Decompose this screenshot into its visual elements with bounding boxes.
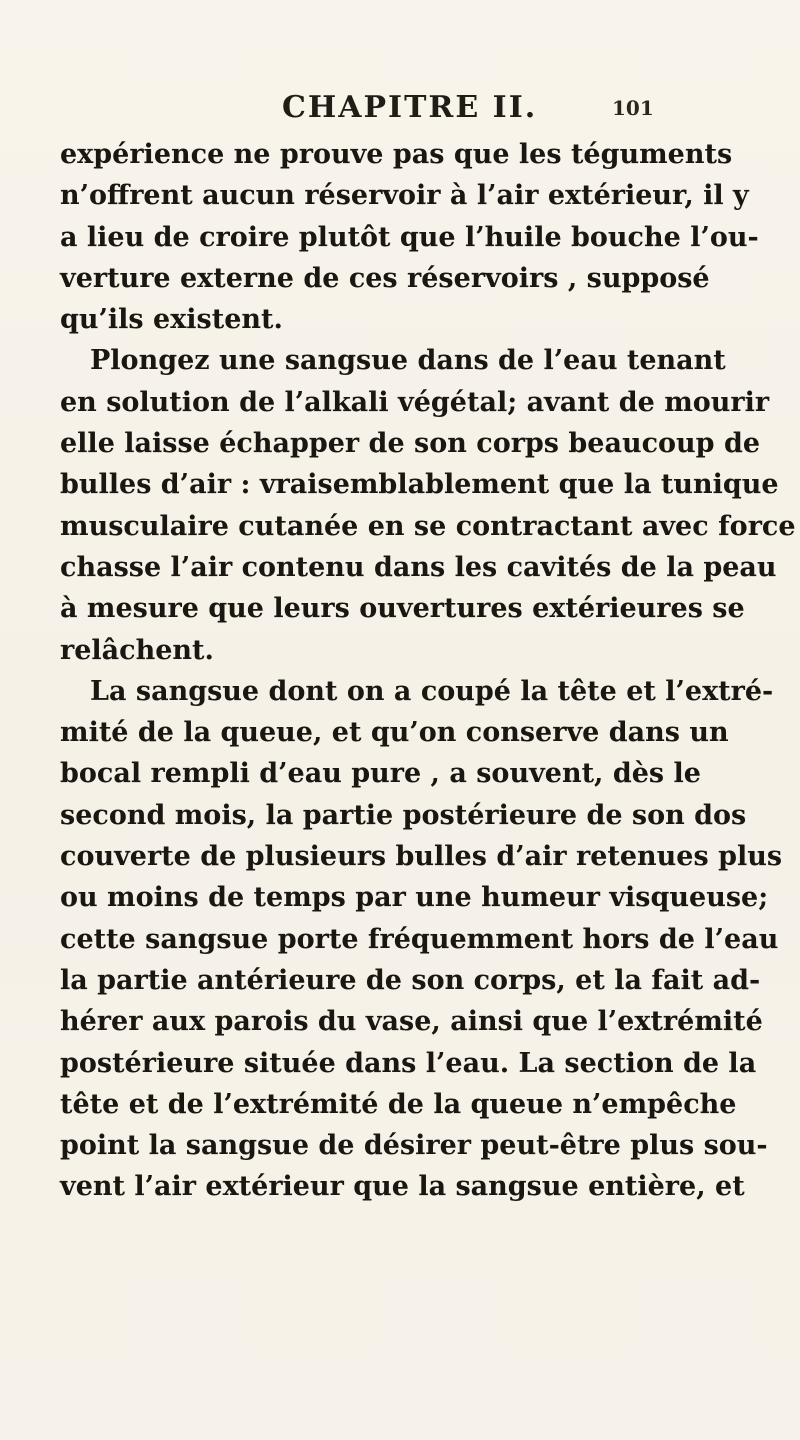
text-line: la partie antérieure de son corps, et la fait ad- — [60, 964, 761, 996]
running-header — [0, 88, 800, 128]
text-line: expérience ne prouve pas que les téguments — [60, 139, 733, 170]
text-line: vent l’air extérieur que la sangsue entière, et — [60, 1171, 745, 1203]
page-number: 101 — [612, 96, 654, 120]
text-line: postérieure située dans l’eau. La section de la — [60, 1047, 757, 1079]
text-line: La sangsue dont on a coupé la tête et l’extré- — [90, 675, 774, 707]
text-line: verture externe de ces réservoirs , supposé — [60, 262, 710, 294]
text-line: point la sangsue de désirer peut-être plus sou- — [60, 1130, 768, 1162]
chapter-title: CHAPITRE II. — [282, 90, 538, 125]
text-line: qu’ils existent. — [60, 304, 283, 336]
text-line: à mesure que leurs ouvertures extérieures se — [60, 593, 745, 625]
text-line: relâchent. — [60, 634, 214, 666]
text-line: en solution de l’alkali végétal; avant de mourir — [60, 386, 770, 418]
text-line: tête et de l’extrémité de la queue n’empêche — [60, 1088, 737, 1120]
text-line: elle laisse échapper de son corps beaucoup de — [60, 428, 761, 460]
text-line: ou moins de temps par une humeur visqueuse; — [60, 882, 769, 914]
text-line: cette sangsue porte fréquemment hors de l’eau — [60, 923, 779, 955]
text-line: bulles d’air : vraisemblablement que la tunique — [60, 469, 779, 501]
text-line: second mois, la partie postérieure de son dos — [60, 799, 747, 831]
text-line: bocal rempli d’eau pure , a souvent, dès le — [60, 758, 701, 790]
text-line: chasse l’air contenu dans les cavités de la peau — [60, 551, 777, 583]
text-line: n’offrent aucun réservoir à l’air extérieur, il y — [60, 180, 749, 212]
text-line: couverte de plusieurs bulles d’air retenues plus — [60, 841, 783, 873]
text-line: mité de la queue, et qu’on conserve dans un — [60, 717, 729, 749]
text-line: musculaire cutanée en se contractant avec force — [60, 510, 796, 542]
text-line: a lieu de croire plutôt que l’huile bouche l’ou- — [60, 221, 759, 253]
text-line: Plongez une sangsue dans de l’eau tenant — [90, 345, 726, 377]
text-line: hérer aux parois du vase, ainsi que l’extrémité — [60, 1006, 763, 1038]
body-text — [60, 134, 796, 1208]
